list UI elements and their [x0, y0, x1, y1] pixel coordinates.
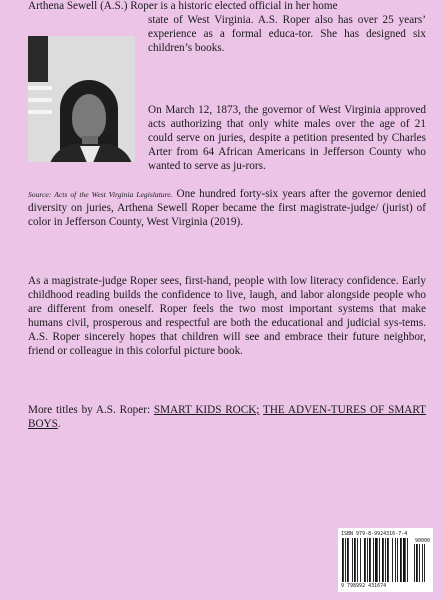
barcode-bar	[347, 538, 349, 582]
barcode-bar	[369, 538, 371, 582]
barcode-bar	[385, 538, 386, 582]
barcode-bar	[375, 538, 378, 582]
barcode-bar	[407, 538, 408, 582]
barcode-bar	[392, 538, 393, 582]
flag-stripe	[28, 110, 52, 114]
barcode-bar	[342, 538, 344, 582]
author-face	[72, 94, 106, 140]
intro-paragraph-continued: state of West Virginia. A.S. Roper also has over 25 years’ experience as a formal educa-tor. She has designed six children’s books.	[148, 13, 426, 54]
barcode-bar	[397, 538, 398, 582]
barcode-addon-bar	[416, 544, 418, 582]
barcode-bar	[364, 538, 366, 582]
more-titles-prefix: More titles by A.S. Roper:	[28, 404, 154, 416]
more-titles-suffix: .	[57, 417, 61, 430]
barcode-bar	[387, 538, 389, 582]
barcode-addon-bar	[414, 544, 415, 582]
history-paragraph: On March 12, 1873, the governor of West Virginia approved acts authorizing that only white males over the age of 21 could serve on juries, despite a petition presented by Charles Arter from 64 African Americans in Jefferson County who wanted to serve as ju-rors.	[148, 104, 426, 172]
barcode-bars	[342, 538, 429, 582]
barcode-bar	[352, 538, 353, 582]
isbn-barcode	[338, 528, 433, 592]
barcode-bar	[395, 538, 396, 582]
price-code: 90000	[414, 538, 430, 544]
history-continuation: One hundred forty-six years after the governor denied diversity on juries, Arthena Sewell Roper became the first magistrate-judge/ (jurist) of color in Jefferson County, West Virginia (2019).	[28, 188, 427, 228]
intro-line-1: Arthena Sewell (A.S.) Roper is a historic elected official in her home	[28, 0, 338, 12]
barcode-bar	[382, 538, 384, 582]
barcode-bar	[360, 538, 361, 582]
title-smart-kids-rock: SMART KIDS ROCK;	[153, 404, 260, 416]
barcode-addon-bar	[424, 544, 425, 582]
barcode-bar	[354, 538, 356, 582]
barcode-addon-bar	[419, 544, 420, 582]
barcode-addon-bar	[422, 544, 423, 582]
history-source: Source: Acts of the West Virginia Legislature.	[28, 190, 173, 199]
isbn-number: ISBN 979-8-9924316-7-4	[341, 531, 408, 537]
flag-stripe	[28, 98, 52, 102]
title-adventures-of-smart-boys: THE ADVEN-TURES OF SMART BOYS	[28, 404, 426, 430]
barcode-bar	[400, 538, 402, 582]
intro-paragraph	[28, 0, 426, 14]
barcode-digits: 9 798992 431674	[341, 583, 387, 589]
barcode-bar	[379, 538, 380, 582]
barcode-bar	[373, 538, 374, 582]
barcode-bar	[367, 538, 368, 582]
barcode-bar	[357, 538, 358, 582]
literacy-paragraph: As a magistrate-judge Roper sees, first-hand, people with low literacy confidence. Early childhood reading builds the confidence to live, laugh, and labor alongside people who are different from oneself. Roper feels the two most important systems that make humans civil, prosperous and respectful are both the educational and judicial sys-tems. A.S. Roper sincerely hopes that children will see and embrace their future neighbor, friend or colleague in this colorful picture book.	[28, 275, 426, 357]
history-paragraph-continued	[28, 188, 426, 230]
flag-stars	[28, 36, 48, 82]
more-titles-paragraph	[28, 404, 426, 432]
author-photo	[28, 36, 135, 162]
barcode-bar	[345, 538, 346, 582]
flag-stripe	[28, 86, 52, 90]
barcode-bar	[403, 538, 406, 582]
